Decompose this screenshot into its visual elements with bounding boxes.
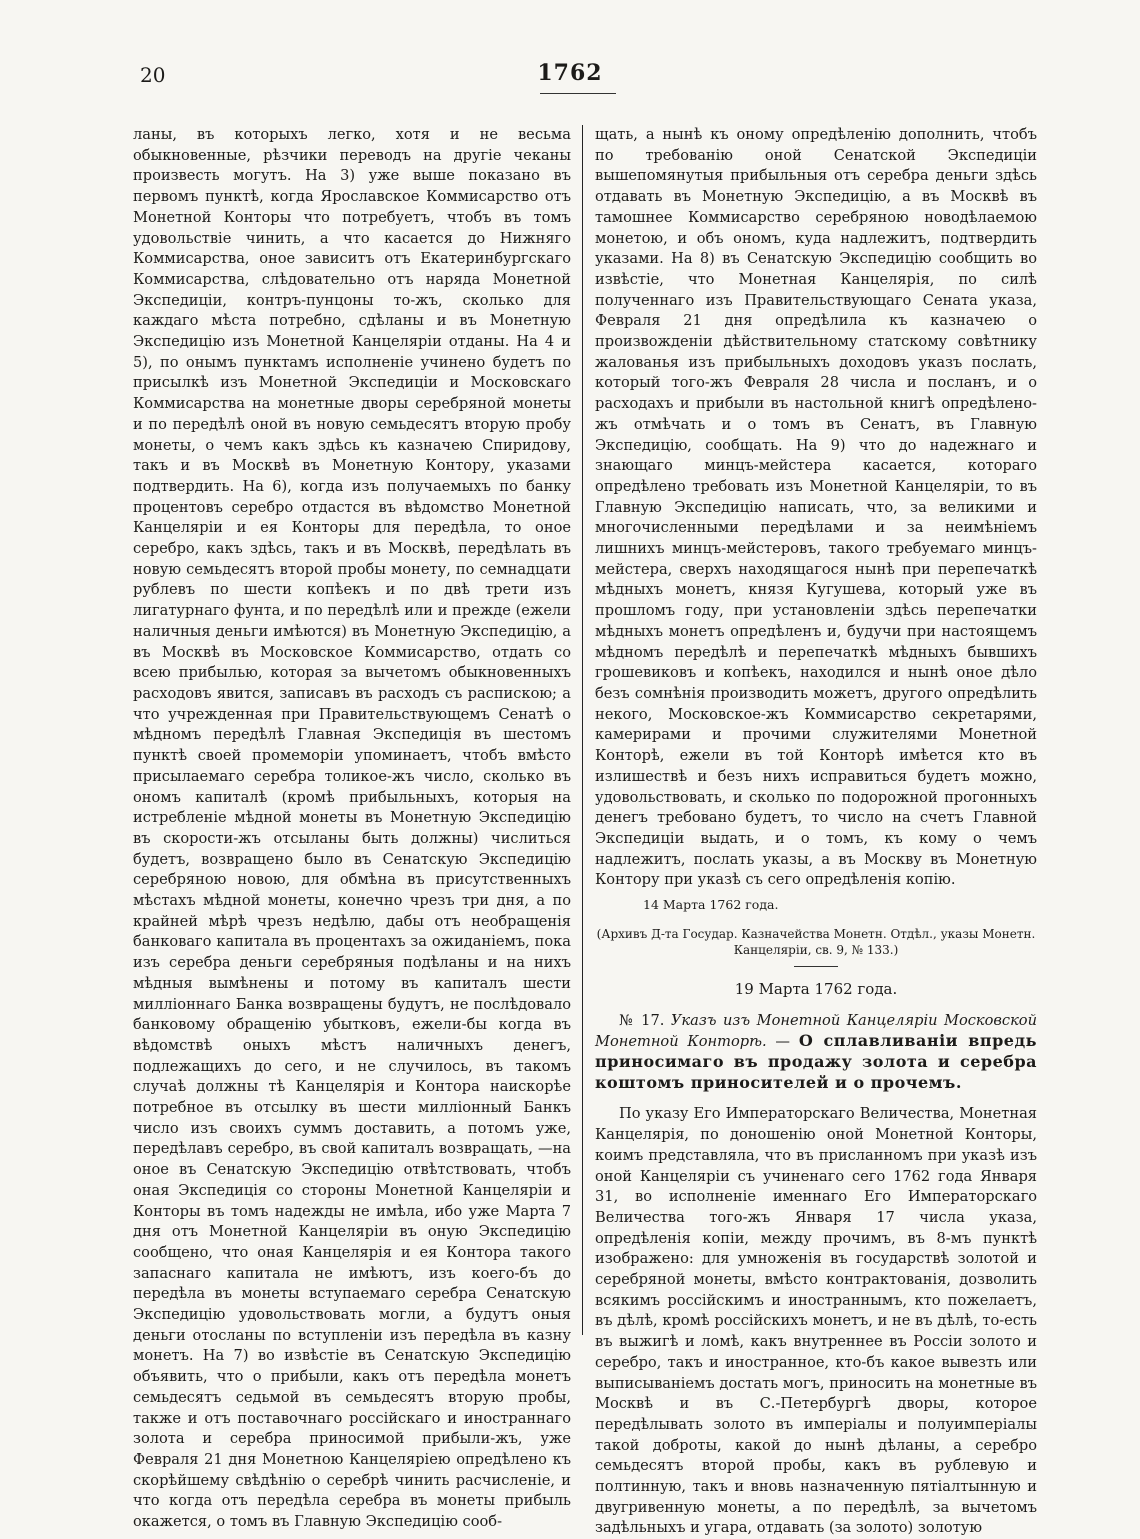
column-divider — [582, 125, 583, 1335]
left-column-text: ланы, въ которыхъ легко, хотя и не весьма обыкновенные, рѣзчики переводъ на другіе чеканы произвесть могутъ. На 3) уже выше показано въ первомъ пунктѣ, когда Ярославское Коммисарство отъ Монетной Конторы что потребуетъ, чтобъ въ томъ удовольствіе чинить, а что касается до Нижняго Коммисарства, оное зависитъ отъ Екатеринбургскаго Коммисарства, слѣдовательно отъ наряда Монетной Экспедиціи, контръ-пунцоны то-жъ, сколько для каждаго мѣста потребно, сдѣланы и въ Монетную Экспедицію изъ Монетной Канцеляріи отданы. На 4 и 5), по онымъ пунктамъ исполненіе учинено будетъ по присылкѣ изъ Монетной Экспедиціи и Московскаго Коммисарства на монетные дворы серебряной монеты и по передѣлѣ оной въ новую семьдесятъ вторую пробу монеты, о чемъ какъ здѣсь къ казначею Спиридову, такъ и въ Москвѣ въ Монетную Контору, указами подтвердить. На 6), когда изъ получаемыхъ по банку процентовъ серебро отдастся въ вѣдомство Монетной Канцеляріи и ея Конторы для передѣла, то оное серебро, какъ здѣсь, такъ и въ Москвѣ, передѣлать въ новую семьдесятъ второй пробы монету, по семнадцати рублевъ по шести копѣекъ и по двѣ трети изъ лигатурнаго фунта, и по передѣлѣ или и прежде (ежели наличныя деньги имѣются) въ Монетную Экспедицію, а въ Москвѣ въ Московское Коммисарство, отдать со всею прибылью, которая за вычетомъ обыкновенныхъ расходовъ явится, записавъ въ расходъ съ распискою; а что учрежденная при Правительствующемъ Сенатѣ о мѣдномъ передѣлѣ Главная Экспедиція въ шестомъ пунктѣ своей промеморіи упоминаетъ, чтобъ вмѣсто присылаемаго серебра толикое-жъ число, сколько въ ономъ капиталѣ (кромѣ прибыльныхъ, которыя на истребленіе мѣдной монеты въ Монетную Экспедицію въ скорости-жъ отсыланы быть должны) числиться будетъ, возвращено было въ Сенатскую Экспедицію серебряною новою, для обмѣна въ присутственныхъ мѣстахъ мѣдной монеты, конечно чрезъ три дня, а по крайней мѣрѣ чрезъ недѣлю, дабы отъ необращенія банковаго капитала въ процентахъ за ожиданіемъ, пока изъ серебра деньги серебряныя подѣланы и на нихъ мѣдныя вымѣнены и потому въ капиталъ шести милліоннаго Банка возвращены будутъ, не послѣдовало банковому обращенію убытковъ, ежели-бы когда въ вѣдомствѣ оныхъ мѣстъ наличныхъ денегъ, подлежащихъ до сего, и не случилось, въ такомъ случаѣ должны тѣ Канцелярія и Контора наискорѣе потребное въ отсылку въ шести милліонный Банкъ число изъ своихъ суммъ доставить, а потомъ уже, передѣлавъ серебро, въ свой капиталъ возвращать, —на оное въ Сенатскую Экспедицію отвѣтствовать, чтобъ оная Экспедиція со стороны Монетной Канцеляріи и Конторы въ томъ надежды не имѣла, ибо уже Марта 7 дня отъ Монетной Канцеляріи въ оную Экспедицію сообщено, что оная Канцелярія и ея Контора такого запаснаго капитала не имѣютъ, изъ коего-бъ до передѣла въ монеты вступаемаго серебра Сенатскую Экспедицію удовольствовать могли, а будутъ оныя деньги отосланы по вступленіи изъ передѣла въ казну монетъ. На 7) во извѣстіе въ Сенатскую Экспедицію объявить, что о прибыли, какъ отъ передѣла монетъ семьдесятъ седьмой въ семьдесятъ вторую пробы, также и отъ поставочнаго россійскаго и иностраннаго золота и серебра приносимой прибыли-жъ, уже Февраля 21 дня Монетною Канцеляріею опредѣлено къ скорѣйшему свѣдѣнію о серебрѣ чинить расчисленіе, и что когда отъ передѣла серебра въ монеты прибыль окажется, о томъ въ Главную Экспедицію сооб- — [133, 126, 571, 1531]
right-column-text: щать, а нынѣ къ оному опредѣленію дополнить, чтобъ по требованію оной Сенатской Экспедиціи вышепомянутыя прибыльныя отъ серебра деньги здѣсь отдавать въ Монетную Экспедицію, а въ Москвѣ въ тамошнее Коммисарство серебряною новодѣлаемою монетою, и объ ономъ, куда надлежитъ, подтвердить указами. На 8) въ Сенатскую Экспедицію сообщить во извѣстіе, что Монетная Канцелярія, по силѣ полученнаго изъ Правительствующаго Сената указа, Февраля 21 дня опредѣлила къ казначею о произвожденіи дѣйствительному статскому совѣтнику жалованья изъ прибыльныхъ доходовъ указъ послать, который того-жъ Февраля 28 числа и посланъ, и о расходахъ и прибыли въ настольной книгѣ опредѣлено-жъ отмѣчать и о томъ въ Сенатъ, въ Главную Экспедицію, сообщать. На 9) что до надежнаго и знающаго минцъ-мейстера касается, котораго опредѣлено требовать изъ Монетной Канцеляріи, то въ Главную Экспедицію написать, что, за великими и многочисленными передѣлами и за неимѣніемъ лишнихъ минцъ-мейстеровъ, такого требуемаго минцъ-мейстера, сверхъ находящагося нынѣ при перепечаткѣ мѣдныхъ монетъ, князя Кугушева, который уже въ прошломъ году, при установленіи здѣсь перепечатки мѣдныхъ монетъ опредѣленъ и, будучи при настоящемъ мѣдномъ передѣлѣ и перепечаткѣ мѣдныхъ бывшихъ грошевиковъ и копѣекъ, находился и нынѣ оное дѣло безъ сомнѣнія производить можетъ, другого опредѣлить некого, Московское-жъ Коммисарство секретарями, камерирами и прочими служителями Монетной Конторѣ, ежели въ той Конторѣ имѣется кто въ излишествѣ и безъ нихъ исправиться будетъ можно, удовольствовать, и сколько по подорожной прогонныхъ денегъ требовано будетъ, то число на счетъ Главной Экспедиціи выдать, и о томъ, къ кому о чемъ надлежитъ, послать указы, а въ Москву въ Монетную Контору при указѣ съ сего опредѣленія копію. — [595, 126, 1037, 889]
right-column — [595, 125, 1037, 1539]
decree-number: № 17. — [619, 1012, 665, 1030]
decree-issuer: Указъ изъ Монетной Канцеляріи Московской Монетной Конторѣ. — [595, 1012, 1037, 1051]
decree-body: По указу Его Императорскаго Величества, Монетная Канцелярія, по доношенію оной Монетной Конторы, коимъ представляла, что въ присланномъ при указѣ изъ оной Канцеляріи съ учиненаго сего 1762 года Января 31, во исполненіе именнаго Его Императорскаго Величества того-жъ Января 17 числа указа, опредѣленія копіи, между прочимъ, въ 8-мъ пунктѣ изображено: для умноженія въ государствѣ золотой и серебряной монеты, вмѣсто контрактованія, дозволить всякимъ россійскимъ и иностраннымъ, кто пожелаетъ, въ дѣлѣ, кромѣ россійскихъ монетъ, и не въ дѣлѣ, то-есть въ выжигѣ и ломѣ, какъ внутреннее въ Россіи золото и серебро, такъ и иностранное, кто-бъ какое вывезть или выписываніемъ достать могъ, приносить на монетные въ Москвѣ и въ С.-Петербургѣ дворы, которое передѣлывать золото въ имперіалы и полуимперіалы такой доброты, какой до нынѣ дѣланы, а серебро семьдесятъ второй пробы, какъ въ рублевую и полтинную, такъ и вновь назначенную пятіалтынную и двугривенную монеты, а по передѣлѣ, за вычетомъ задѣльныхъ и угара, отдавать (за золото) золотую — [595, 1105, 1037, 1537]
decree-subject: О сплавливаніи впредь приносимаго въ продажу золота и серебра коштомъ приносителей и о прочемъ. — [595, 1031, 1037, 1093]
year-title: 1762 — [537, 60, 603, 86]
decree-heading — [595, 1011, 1037, 1094]
page-number: 20 — [140, 63, 166, 87]
decree-dash: — — [766, 1033, 799, 1051]
decree-date: 19 Марта 1762 года. — [734, 979, 898, 998]
section-rule — [794, 966, 838, 967]
document-date: 14 Марта 1762 года. — [643, 897, 779, 913]
year-underline — [540, 89, 616, 94]
archive-source: (Архивъ Д-та Государ. Казначейства Монетн. Отдѣл., указы Монетн. Канцеляріи, св. 9, № 133.) — [596, 926, 1036, 957]
left-column — [133, 125, 571, 1533]
